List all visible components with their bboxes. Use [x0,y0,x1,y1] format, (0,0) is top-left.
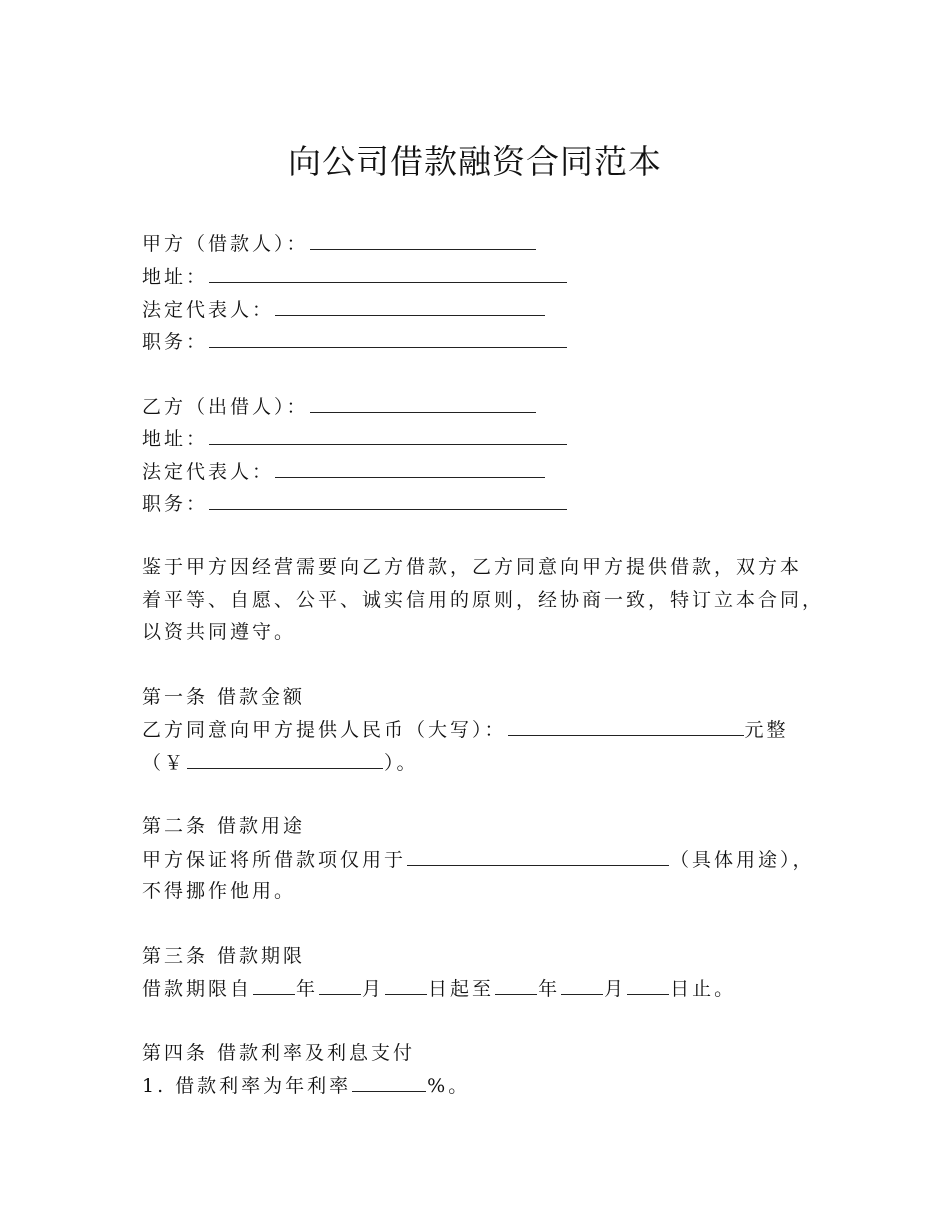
party-a-rep-blank [275,297,545,316]
term-text: 年 [296,978,319,1000]
purpose-label: 甲方保证将所借款项仅用于 [142,849,407,871]
party-b-address-line [142,426,568,451]
article-2-line2: 不得挪作他用。 [142,880,297,902]
party-b-position-blank [209,491,567,510]
interest-rate-blank [352,1073,426,1092]
party-b-address-label: 地址： [142,428,209,450]
interest-rate-suffix: %。 [427,1075,471,1097]
party-a-address-blank [209,264,567,283]
purpose-blank [407,847,669,866]
party-a-name-label: 甲方（借款人）： [142,233,309,255]
party-b-rep-blank [275,459,545,478]
party-b-rep-line [142,459,546,484]
article-1-heading: 第一条 借款金额 [142,686,306,708]
party-b-rep-label: 法定代表人： [142,461,275,483]
preamble-line: 鉴于甲方因经营需要向乙方借款，乙方同意向甲方提供借款，双方本 [142,556,803,578]
party-b-name-label: 乙方（出借人）： [142,396,309,418]
amount-figure-blank [187,750,383,769]
amount-words-label: 乙方同意向甲方提供人民币（大写）： [142,719,507,741]
document-title: 向公司借款融资合同范本 [288,142,662,181]
article-3-heading: 第三条 借款期限 [142,945,306,967]
party-b-name-blank [310,394,536,413]
end-day-blank [627,976,669,995]
amount-words-suffix: 元整 [744,719,789,741]
term-text: 月 [604,978,627,1000]
article-2-purpose-line [142,847,815,872]
party-a-position-label: 职务： [142,331,209,353]
article-1-figure-line [142,750,419,775]
party-a-address-line [142,264,568,289]
purpose-suffix: （具体用途）， [670,849,815,871]
amount-words-blank [508,717,744,736]
party-a-name-blank [310,231,536,250]
party-b-position-label: 职务： [142,493,209,515]
article-2-heading: 第二条 借款用途 [142,815,306,837]
amount-figure-suffix: ）。 [384,752,419,774]
end-month-blank [561,976,603,995]
party-a-name-line [142,231,537,256]
term-text: 日起至 [428,978,495,1000]
party-b-position-line [142,491,568,516]
amount-figure-prefix: （￥ [142,752,187,774]
article-1-amount-line [142,717,789,742]
start-day-blank [385,976,427,995]
term-text: 借款期限自 [142,978,253,1000]
start-year-blank [253,976,295,995]
start-month-blank [319,976,361,995]
party-a-rep-label: 法定代表人： [142,299,275,321]
term-text: 日止。 [670,978,737,1000]
party-b-name-line [142,394,537,419]
end-year-blank [495,976,537,995]
term-text: 年 [538,978,561,1000]
article-4-item-1 [142,1073,470,1098]
interest-rate-label: 1. 借款利率为年利率 [142,1075,352,1097]
party-a-address-label: 地址： [142,266,209,288]
party-a-position-blank [209,329,567,348]
preamble-line: 着平等、自愿、公平、诚实信用的原则，经协商一致，特订立本合同， [142,589,825,611]
party-a-rep-line [142,297,546,322]
preamble-line: 以资共同遵守。 [142,621,297,643]
term-text: 月 [362,978,385,1000]
party-b-address-blank [209,426,567,445]
article-4-heading: 第四条 借款利率及利息支付 [142,1042,416,1064]
article-3-term-line [142,976,736,1001]
party-a-position-line [142,329,568,354]
